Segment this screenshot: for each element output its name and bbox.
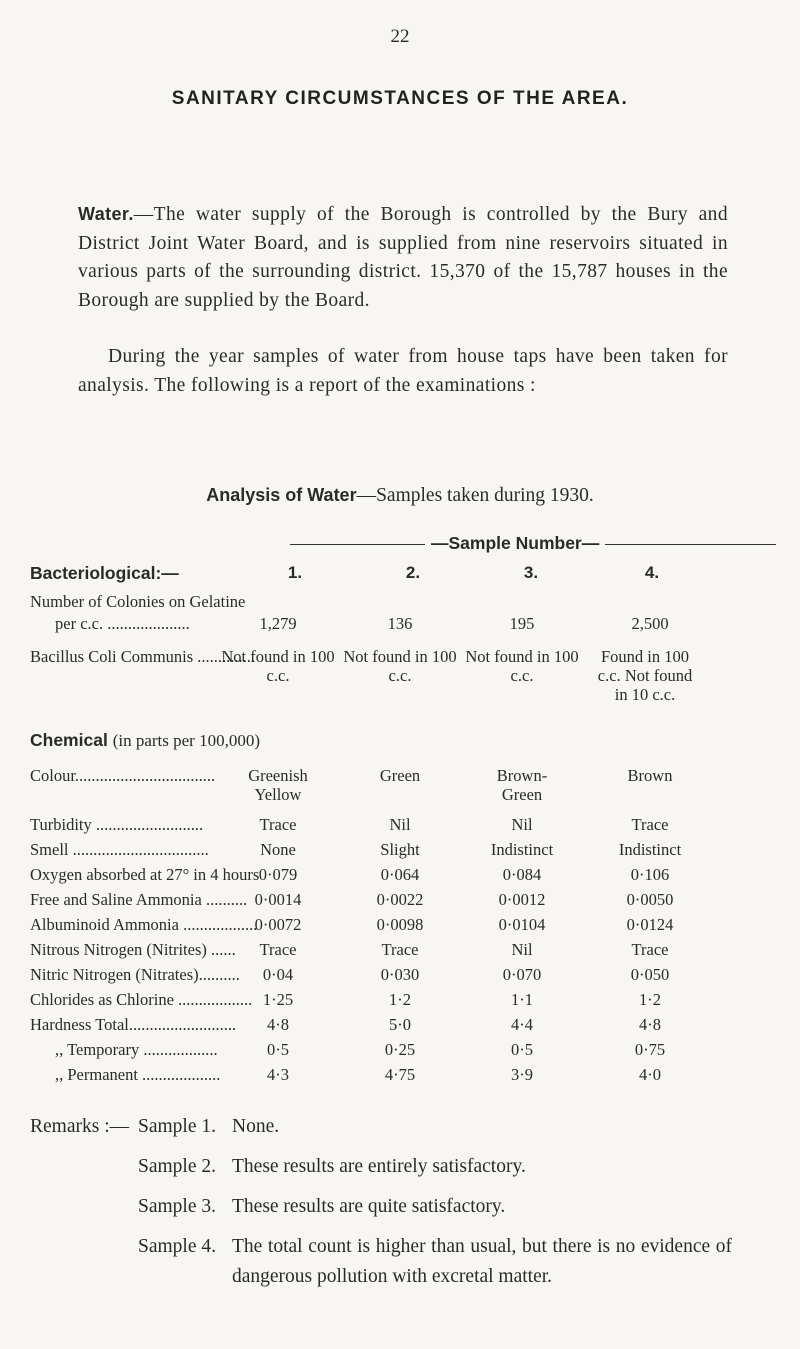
cell: 0·0022 xyxy=(376,890,424,909)
cell: Greenish Yellow xyxy=(248,766,308,804)
remark-sample-3: Sample 3. xyxy=(138,1196,216,1217)
cell: Indistinct xyxy=(618,840,682,859)
remark-text-3: These results are quite satisfactory. xyxy=(232,1196,506,1217)
cell: 0·0014 xyxy=(254,890,302,909)
cell: 195 xyxy=(509,614,535,633)
sample-number-label: —Sample Number— xyxy=(425,533,605,554)
row-label: ,, Temporary .................. xyxy=(55,1040,218,1059)
column-header-4: 4. xyxy=(644,563,660,582)
water-text: —The water supply of the Borough is controlled by the Bury and District Joint Water Board, and is supplied from nine reservoirs situated in various parts of the surrounding district. 15,370 of the 15,787 houses in the Borough are supplied by the Board. xyxy=(78,204,728,311)
row-label-continued: per c.c. .................... xyxy=(55,614,190,633)
cell: Trace xyxy=(381,940,419,959)
cell: Trace xyxy=(631,815,669,834)
row-label: Free and Saline Ammonia .......... xyxy=(30,890,248,909)
cell: 1·2 xyxy=(639,990,661,1009)
cell: Nil xyxy=(389,815,411,834)
chemical-heading xyxy=(30,730,260,751)
cell: 4·75 xyxy=(384,1065,416,1084)
cell: Trace xyxy=(631,940,669,959)
remark-text-1: None. xyxy=(232,1116,280,1137)
cell: None xyxy=(260,840,296,859)
column-header-1: 1. xyxy=(287,563,303,582)
water-lead: Water. xyxy=(78,204,134,224)
cell: 0·106 xyxy=(630,865,670,884)
remark-sample-2: Sample 2. xyxy=(138,1156,216,1177)
cell: 0·5 xyxy=(511,1040,533,1059)
cell: Trace xyxy=(259,940,297,959)
cell: Nil xyxy=(511,940,533,959)
cell: 4·3 xyxy=(267,1065,289,1084)
chemical-heading-bold: Chemical xyxy=(30,730,108,750)
cell: 1·25 xyxy=(262,990,294,1009)
cell: 0·030 xyxy=(380,965,420,984)
cell: 0·084 xyxy=(502,865,542,884)
cell: 4·0 xyxy=(639,1065,661,1084)
cell: 0·0072 xyxy=(254,915,302,934)
row-label: Chlorides as Chlorine .................. xyxy=(30,990,253,1009)
bacteriological-heading: Bacteriological:— xyxy=(30,563,179,583)
row-label: Nitric Nitrogen (Nitrates).......... xyxy=(30,965,240,984)
cell: 0·04 xyxy=(262,965,294,984)
water-paragraph xyxy=(78,200,728,315)
row-label: Bacillus Coli Communis .............. xyxy=(30,647,256,666)
remarks-heading: Remarks :— xyxy=(30,1116,130,1137)
column-header-3: 3. xyxy=(523,563,539,582)
row-label: Smell ................................. xyxy=(30,840,209,859)
cell: 4·8 xyxy=(639,1015,661,1034)
cell: Found in 100 c.c. Not found in 10 c.c. xyxy=(597,647,693,704)
cell: 136 xyxy=(387,614,413,633)
cell: 3·9 xyxy=(511,1065,533,1084)
cell: 1·1 xyxy=(511,990,533,1009)
cell: 0·064 xyxy=(380,865,420,884)
analysis-heading xyxy=(0,485,800,507)
cell: 1,279 xyxy=(259,614,297,633)
remark-sample-1: Sample 1. xyxy=(138,1116,216,1137)
cell: Indistinct xyxy=(490,840,554,859)
cell: 1·2 xyxy=(389,990,411,1009)
cell: Trace xyxy=(259,815,297,834)
remark-text-4: The total count is higher than usual, but there is no evidence of dangerous pollution with excretal matter. xyxy=(232,1236,732,1287)
samples-paragraph: During the year samples of water from house taps have been taken for analysis. The following is a report of the examinations : xyxy=(78,346,728,396)
column-header-2: 2. xyxy=(405,563,421,582)
chemical-heading-rest: (in parts per 100,000) xyxy=(112,731,260,750)
cell: 0·5 xyxy=(267,1040,289,1059)
cell: 0·070 xyxy=(502,965,542,984)
row-label: Turbidity .......................... xyxy=(30,815,204,834)
analysis-bold: Analysis of Water xyxy=(206,485,357,505)
remark-text-2: These results are entirely satisfactory. xyxy=(232,1156,526,1177)
cell: Not found in 100 c.c. xyxy=(221,647,335,685)
cell: 2,500 xyxy=(631,614,669,633)
page-number: 22 xyxy=(390,26,410,47)
row-label: Oxygen absorbed at 27° in 4 hours xyxy=(30,865,260,884)
cell: Slight xyxy=(380,840,420,859)
analysis-rest: —Samples taken during 1930. xyxy=(356,485,594,506)
cell: Nil xyxy=(511,815,533,834)
cell: 0·050 xyxy=(630,965,670,984)
cell: 4·4 xyxy=(511,1015,533,1034)
cell: 0·0050 xyxy=(626,890,674,909)
cell: 0·75 xyxy=(634,1040,666,1059)
cell: 0·0012 xyxy=(498,890,546,909)
sample-number-header xyxy=(290,533,770,557)
row-label: Albuminoid Ammonia .................. xyxy=(30,915,258,934)
page-title: SANITARY CIRCUMSTANCES OF THE AREA. xyxy=(171,88,629,109)
row-label: Colour.................................. xyxy=(30,766,216,785)
cell: Green xyxy=(379,766,421,785)
row-label: Hardness Total.......................... xyxy=(30,1015,237,1034)
cell: Not found in 100 c.c. xyxy=(343,647,457,685)
row-label: ,, Permanent ................... xyxy=(55,1065,221,1084)
cell: 4·8 xyxy=(267,1015,289,1034)
cell: 0·0098 xyxy=(376,915,424,934)
cell: 0·0104 xyxy=(498,915,546,934)
row-label: Nitrous Nitrogen (Nitrites) ...... xyxy=(30,940,236,959)
cell: Brown- Green xyxy=(496,766,548,804)
cell: Not found in 100 c.c. xyxy=(465,647,579,685)
cell: Brown xyxy=(627,766,673,785)
cell: 5·0 xyxy=(389,1015,411,1034)
cell: 0·0124 xyxy=(626,915,674,934)
cell: 0·079 xyxy=(258,865,298,884)
row-label: Number of Colonies on Gelatine xyxy=(30,592,246,611)
remark-sample-4: Sample 4. xyxy=(138,1236,216,1257)
cell: 0·25 xyxy=(384,1040,416,1059)
